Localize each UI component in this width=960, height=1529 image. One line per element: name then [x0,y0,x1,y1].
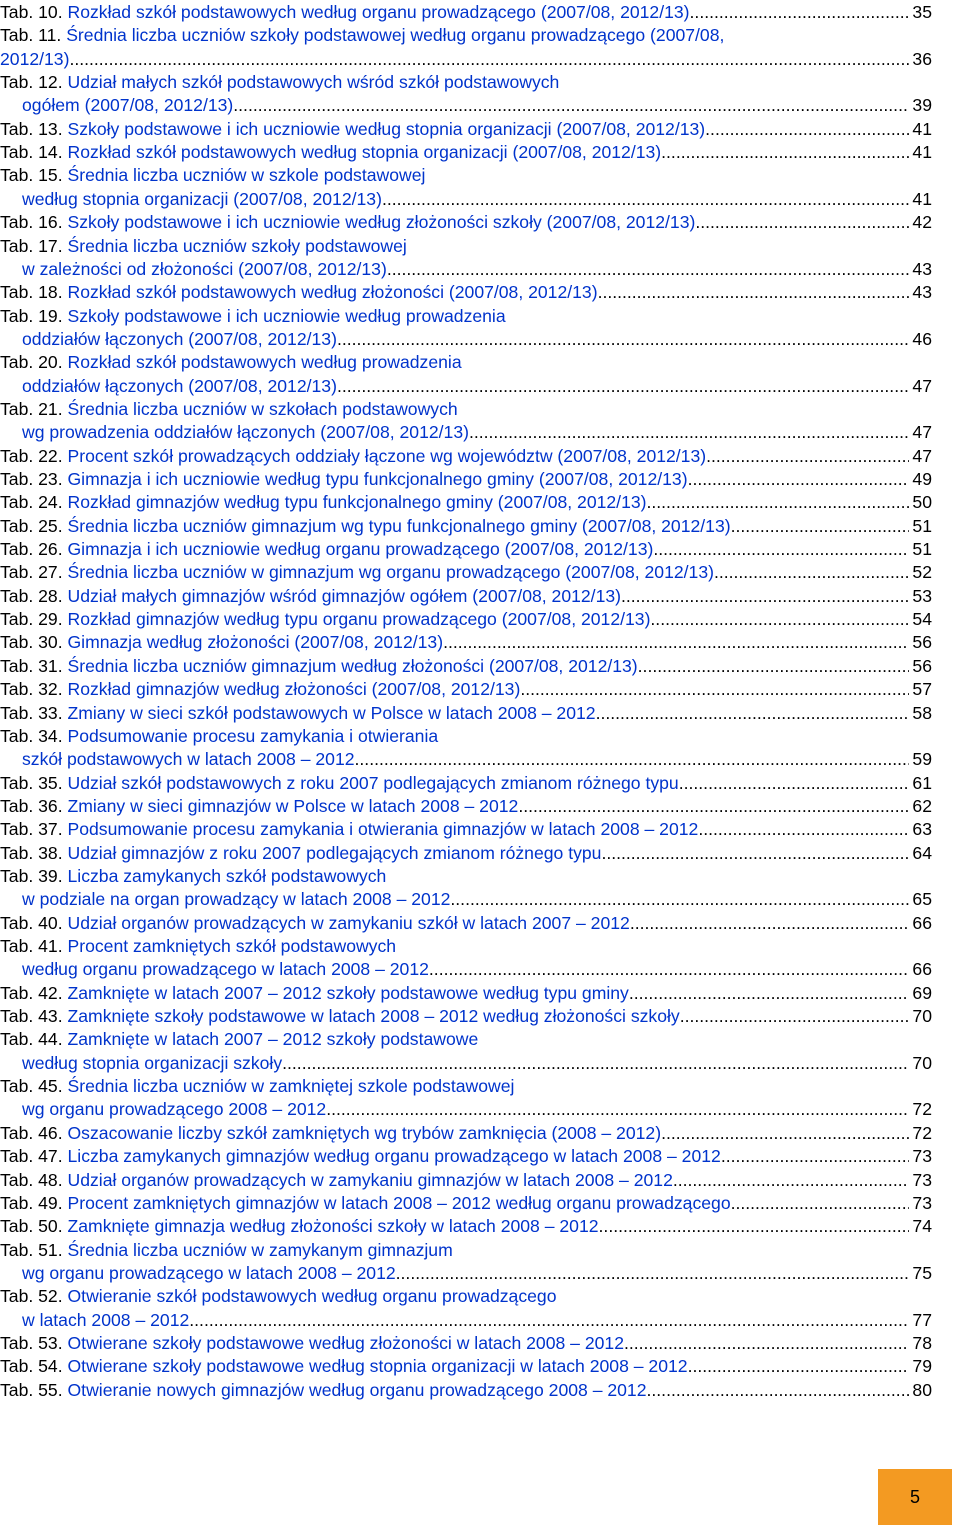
toc-entry-title-continued[interactable]: według organu prowadzącego w latach 2008 – 2012 [22,959,429,980]
toc-entry-label: Tab. 45. [0,1076,63,1097]
toc-entry-title-continued[interactable]: według stopnia organizacji szkoły [22,1052,283,1073]
toc-entry[interactable] [0,772,932,795]
toc-entry-title-continued[interactable]: 2012/13) [0,48,70,69]
toc-entry-page[interactable]: 73 [912,1146,932,1167]
toc-entry[interactable] [0,538,932,561]
toc-entry-label: Tab. 12. [0,72,63,93]
dot-leader [647,1379,910,1402]
toc-entry-page[interactable]: 41 [912,118,932,139]
toc-entry-title[interactable]: Liczba zamykanych szkół podstawowych [67,865,387,886]
toc-entry-label: Tab. 35. [0,772,63,793]
toc-entry-label: Tab. 27. [0,562,63,583]
toc-entry[interactable] [0,491,932,514]
toc-entry-title[interactable]: Średnia liczba uczniów gimnazjum wg typu funkcjonalnego gminy (2007/08, 2012/13) [67,515,731,536]
toc-entry-title[interactable]: Średnia liczba uczniów szkoły podstawowej według organu prowadzącego (2007/08, [66,25,725,46]
toc-entry[interactable] [0,211,932,234]
toc-entry-page[interactable]: 36 [912,48,932,69]
toc-entry-page[interactable]: 43 [912,282,932,303]
toc-entry-page[interactable]: 72 [912,1122,932,1143]
toc-entry-title-continued[interactable]: szkół podstawowych w latach 2008 – 2012 [22,749,355,770]
toc-entry-page[interactable]: 59 [912,749,932,770]
toc-entry-title[interactable]: Podsumowanie procesu zamykania i otwierania gimnazjów w latach 2008 – 2012 [67,819,699,840]
toc-entry-title-continued[interactable]: wg prowadzenia oddziałów łączonych (2007/08, 2012/13) [22,422,469,443]
toc-entry-page[interactable]: 58 [912,702,932,723]
toc-entry-title[interactable]: Rozkład gimnazjów według typu funkcjonalnego gminy (2007/08, 2012/13) [67,492,647,513]
dot-leader [429,958,910,981]
toc-entry-page[interactable]: 66 [912,959,932,980]
toc-entry-label: Tab. 34. [0,725,63,746]
toc-entry-title[interactable]: Zamknięte gimnazja według złożoności szkoły w latach 2008 – 2012 [67,1216,599,1237]
toc-entry-label: Tab. 29. [0,609,63,630]
toc-entry-page[interactable]: 70 [912,1052,932,1073]
toc-entry[interactable] [0,725,932,748]
toc-entry[interactable] [0,702,932,725]
toc-entry-label: Tab. 40. [0,912,63,933]
toc-entry-label: Tab. 38. [0,842,63,863]
toc-entry[interactable] [0,468,932,491]
toc-entry[interactable] [0,678,932,701]
toc-entry-title[interactable]: Udział organów prowadzących w zamykaniu szkół w latach 2007 – 2012 [67,912,630,933]
dot-leader [629,982,910,1005]
toc-entry-label: Tab. 39. [0,865,63,886]
toc-entry-label: Tab. 22. [0,445,63,466]
toc-entry-title[interactable]: Średnia liczba uczniów w gimnazjum wg organu prowadzącego (2007/08, 2012/13) [67,562,714,583]
toc-entry-label: Tab. 32. [0,679,63,700]
toc-entry[interactable] [0,1192,932,1215]
toc-entry-title[interactable]: Szkoły podstawowe i ich uczniowie według stopnia organizacji (2007/08, 2012/13) [67,118,706,139]
toc-entry-title[interactable]: Zmiany w sieci gimnazjów w Polsce w latach 2008 – 2012 [67,795,519,816]
toc-entry-page[interactable]: 41 [912,142,932,163]
toc-entry-title[interactable]: Rozkład szkół podstawowych według organu prowadzącego (2007/08, 2012/13) [67,2,690,22]
dot-leader [731,515,910,538]
dot-leader [282,1052,909,1075]
toc-entry-continuation[interactable] [0,48,932,71]
toc-entry-page[interactable]: 80 [912,1379,932,1400]
toc-entry-page[interactable]: 78 [912,1332,932,1353]
toc-entry-title-continued[interactable]: w podziale na organ prowadzący w latach 2008 – 2012 [22,889,451,910]
toc-entry-title[interactable]: Liczba zamykanych gimnazjów według organu prowadzącego w latach 2008 – 2012 [67,1146,721,1167]
dot-leader [650,608,909,631]
toc-entry-page[interactable]: 70 [912,1006,932,1027]
toc-entry-page[interactable]: 47 [912,422,932,443]
toc-entry-label: Tab. 36. [0,795,63,816]
toc-entry-title[interactable]: Średnia liczba uczniów w zamkniętej szkole podstawowej [67,1076,515,1097]
toc-entry[interactable] [0,1075,932,1098]
toc-entry-label: Tab. 44. [0,1029,63,1050]
dot-leader [326,1098,909,1121]
dot-leader [624,1332,909,1355]
dot-leader [233,94,909,117]
toc-entry-continuation[interactable] [0,1052,932,1075]
toc-entry-label: Tab. 31. [0,655,63,676]
toc-entry-page[interactable]: 65 [912,889,932,910]
dot-leader [469,421,909,444]
toc-entry-title[interactable]: Zamknięte w latach 2007 – 2012 szkoły podstawowe według typu gminy [67,982,629,1003]
toc-entry[interactable] [0,1379,932,1402]
toc-entry-title[interactable]: Otwierane szkoły podstawowe według stopnia organizacji w latach 2008 – 2012 [67,1356,688,1377]
toc-entry-label: Tab. 17. [0,235,63,256]
toc-entry-page[interactable]: 73 [912,1192,932,1213]
toc-entry-label: Tab. 13. [0,118,63,139]
toc-entry-continuation[interactable] [0,188,932,211]
toc-entry-label: Tab. 15. [0,165,63,186]
toc-entry-page[interactable]: 79 [912,1356,932,1377]
dot-leader [443,631,909,654]
toc-entry-continuation[interactable] [0,888,932,911]
toc-entry-label: Tab. 24. [0,492,63,513]
toc-entry-label: Tab. 48. [0,1169,63,1190]
toc-entry-title[interactable]: Udział małych szkół podstawowych wśród szkół podstawowych [67,72,560,93]
toc-entry-page[interactable]: 52 [912,562,932,583]
toc-entry[interactable] [0,842,932,865]
toc-entry-label: Tab. 14. [0,142,63,163]
toc-entry-title[interactable]: Procent zamkniętych gimnazjów w latach 2008 – 2012 według organu prowadzącego [67,1192,731,1213]
toc-entry[interactable] [0,24,932,47]
dot-leader [382,188,909,211]
toc-entry-title[interactable]: Rozkład szkół podstawowych według prowadzenia [67,352,462,373]
toc-entry-label: Tab. 25. [0,515,63,536]
dot-leader [698,818,909,841]
toc-entry-title-continued[interactable]: wg organu prowadzącego w latach 2008 – 2012 [22,1262,396,1283]
toc-entry[interactable] [0,305,932,328]
toc-entry-label: Tab. 16. [0,212,63,233]
toc-entry-title[interactable]: Udział organów prowadzących w zamykaniu gimnazjów w latach 2008 – 2012 [67,1169,673,1190]
toc-entry-page[interactable]: 51 [912,539,932,560]
dot-leader [714,561,909,584]
toc-entry-label: Tab. 33. [0,702,63,723]
dot-leader [599,1215,910,1238]
dot-leader [688,468,910,491]
toc-entry-page[interactable]: 51 [912,515,932,536]
toc-entry-label: Tab. 37. [0,819,63,840]
toc-entry[interactable] [0,1239,932,1262]
toc-entry-label: Tab. 53. [0,1332,63,1353]
toc-entry[interactable] [0,1169,932,1192]
toc-entry-continuation[interactable] [0,1309,932,1332]
toc-entry[interactable] [0,515,932,538]
toc-entry[interactable] [0,1,932,24]
toc-entry-page[interactable]: 69 [912,982,932,1003]
toc-entry-label: Tab. 47. [0,1146,63,1167]
toc-entry[interactable] [0,1355,932,1378]
toc-entry-title[interactable]: Średnia liczba uczniów w szkołach podstawowych [67,398,458,419]
toc-entry-label: Tab. 11. [0,25,62,46]
toc-entry-label: Tab. 55. [0,1379,63,1400]
toc-entry-title[interactable]: Średnia liczba uczniów gimnazjum według złożoności (2007/08, 2012/13) [67,655,638,676]
toc-entry-title[interactable]: Średnia liczba uczniów w zamykanym gimnazjum [67,1239,453,1260]
toc-entry-page[interactable]: 41 [912,188,932,209]
toc-entry-label: Tab. 10. [0,2,63,22]
toc-entry-title[interactable]: Procent zamkniętych szkół podstawowych [67,936,397,956]
toc-entry[interactable] [0,1332,932,1355]
toc-entry-page[interactable]: 56 [912,655,932,676]
toc-entry[interactable] [0,561,932,584]
dot-leader [661,1122,909,1145]
toc-entry-label: Tab. 50. [0,1216,63,1237]
toc-entry-title[interactable]: Średnia liczba uczniów w szkole podstawowej [67,165,426,186]
toc-entry-title[interactable]: Otwieranie nowych gimnazjów według organu prowadzącego 2008 – 2012 [67,1379,647,1400]
dot-leader [518,795,909,818]
toc-entry[interactable] [0,795,932,818]
toc-entry-label: Tab. 46. [0,1122,63,1143]
toc-entry-label: Tab. 42. [0,982,63,1003]
toc-entry-title-continued[interactable]: oddziałów łączonych (2007/08, 2012/13) [22,328,337,349]
toc-entry-title-continued[interactable]: według stopnia organizacji (2007/08, 2012/13) [22,188,382,209]
dot-leader [721,1145,910,1168]
toc-entry-title[interactable]: Gimnazja i ich uczniowie według organu prowadzącego (2007/08, 2012/13) [67,539,654,560]
dot-leader [653,538,909,561]
toc-entry-page[interactable]: 53 [912,585,932,606]
toc-entry-title[interactable]: Oszacowanie liczby szkół zamkniętych wg trybów zamknięcia (2008 – 2012) [67,1122,662,1143]
toc-entry-title-continued[interactable]: w latach 2008 – 2012 [22,1309,190,1330]
dot-leader [621,585,909,608]
toc-entry-page[interactable]: 35 [912,2,932,22]
toc-entry[interactable] [0,1145,932,1168]
toc-entry-label: Tab. 54. [0,1356,63,1377]
toc-entry-page[interactable]: 46 [912,328,932,349]
toc-entry-continuation[interactable] [0,94,932,117]
dot-leader [69,48,909,71]
page-number: 5 [909,1486,920,1507]
dot-leader [690,1,910,24]
toc-entry-title-continued[interactable]: ogółem (2007/08, 2012/13) [22,95,234,116]
toc-entry-title-continued[interactable]: w zależności od złożoności (2007/08, 2012/13) [22,258,387,279]
toc-entry-label: Tab. 19. [0,305,63,326]
dot-leader [647,491,910,514]
toc-entry[interactable] [0,235,932,258]
toc-entry-page[interactable]: 66 [912,912,932,933]
toc-entry-title[interactable]: Rozkład szkół podstawowych według złożoności (2007/08, 2012/13) [67,282,598,303]
toc-entry[interactable] [0,1005,932,1028]
toc-entry-title[interactable]: Zmiany w sieci szkół podstawowych w Polsce w latach 2008 – 2012 [67,702,596,723]
toc-entry-title[interactable]: Udział szkół podstawowych z roku 2007 podlegających zmianom różnego typu [67,772,679,793]
dot-leader [450,888,909,911]
toc-entry-label: Tab. 49. [0,1192,63,1213]
page-number-box [878,1469,952,1525]
toc-entry-page[interactable]: 42 [912,212,932,233]
toc-entry-title[interactable]: Zamknięte szkoły podstawowe w latach 2008 – 2012 według złożoności szkoły [67,1006,680,1027]
toc-entry-page[interactable]: 39 [912,95,932,116]
toc-entry-label: Tab. 21. [0,398,63,419]
toc-entry[interactable] [0,912,932,935]
toc-entry-label: Tab. 18. [0,282,63,303]
toc-entry-label: Tab. 28. [0,585,63,606]
toc-entry-title[interactable]: Szkoły podstawowe i ich uczniowie według złożoności szkoły (2007/08, 2012/13) [67,212,696,233]
toc-entry-continuation[interactable] [0,328,932,351]
toc-entry-title[interactable]: Rozkład szkół podstawowych według stopnia organizacji (2007/08, 2012/13) [67,142,662,163]
toc-entry-page[interactable]: 50 [912,492,932,513]
toc-entry-page[interactable]: 57 [912,679,932,700]
toc-entry[interactable] [0,1215,932,1238]
dot-leader [705,118,909,141]
toc-entry-page[interactable]: 47 [912,445,932,466]
toc-entry[interactable] [0,608,932,631]
toc-entry-page[interactable]: 62 [912,795,932,816]
dot-leader [673,1169,910,1192]
dot-leader [731,1192,910,1215]
toc-entry-label: Tab. 23. [0,469,63,489]
toc-entry[interactable] [0,1028,932,1051]
dot-leader [706,445,909,468]
dot-leader [520,678,909,701]
toc-entry-title[interactable]: Udział gimnazjów z roku 2007 podlegających zmianom różnego typu [67,842,602,863]
dot-leader [695,211,909,234]
toc-entry-title[interactable]: Szkoły podstawowe i ich uczniowie według prowadzenia [67,305,506,326]
toc-entry-title[interactable]: Procent szkół prowadzących oddziały łączone wg województw (2007/08, 2012/13) [67,445,707,466]
toc-entry[interactable] [0,818,932,841]
toc-entry-title-continued[interactable]: wg organu prowadzącego 2008 – 2012 [22,1099,327,1120]
toc-entry[interactable] [0,398,932,421]
toc-entry[interactable] [0,71,932,94]
toc-entry[interactable] [0,1285,932,1308]
toc-entry[interactable] [0,982,932,1005]
dot-leader [601,842,909,865]
toc-entry[interactable] [0,118,932,141]
toc-entry[interactable] [0,631,932,654]
toc-entry-page[interactable]: 56 [912,632,932,653]
toc-entry[interactable] [0,655,932,678]
toc-entry[interactable] [0,141,932,164]
toc-entry-title[interactable]: Otwierane szkoły podstawowe według złożoności w latach 2008 – 2012 [67,1332,624,1353]
toc-entry-label: Tab. 26. [0,539,63,560]
dot-leader [679,772,910,795]
toc-entry-title[interactable]: Zamknięte w latach 2007 – 2012 szkoły podstawowe [67,1029,479,1050]
toc-entry[interactable] [0,935,932,958]
toc-entry-title[interactable]: Średnia liczba uczniów szkoły podstawowej [67,235,407,256]
dot-leader [598,281,910,304]
toc-entry-page[interactable]: 47 [912,375,932,396]
toc-entry-page[interactable]: 64 [912,842,932,863]
toc-entry-page[interactable]: 49 [912,469,932,489]
dot-leader [396,1262,910,1285]
dot-leader [638,655,910,678]
toc-entry-title-continued[interactable]: oddziałów łączonych (2007/08, 2012/13) [22,375,337,396]
dot-leader [688,1355,910,1378]
dot-leader [661,141,909,164]
toc-entry-title[interactable]: Udział małych gimnazjów wśród gimnazjów ogółem (2007/08, 2012/13) [67,585,621,606]
dot-leader [337,375,909,398]
dot-leader [630,912,910,935]
toc-entry-page[interactable]: 63 [912,819,932,840]
toc-entry-continuation[interactable] [0,748,932,771]
toc-entry-continuation[interactable] [0,1262,932,1285]
toc-entry-continuation[interactable] [0,1098,932,1121]
toc-entry-page[interactable]: 43 [912,258,932,279]
toc-entry-page[interactable]: 74 [912,1216,932,1237]
toc-entry-label: Tab. 30. [0,632,63,653]
dot-leader [189,1309,909,1332]
dot-leader [355,748,910,771]
toc-entry-page[interactable]: 75 [912,1262,932,1283]
toc-entry[interactable] [0,1122,932,1145]
dot-leader [337,328,909,351]
toc-entry[interactable] [0,164,932,187]
toc-entry[interactable] [0,865,932,888]
toc-entry-page[interactable]: 61 [912,772,932,793]
toc-entry-title[interactable]: Otwieranie szkół podstawowych według organu prowadzącego [67,1286,557,1307]
toc-entry-page[interactable]: 73 [912,1169,932,1190]
toc-entry-label: Tab. 51. [0,1239,63,1260]
toc-entry-label: Tab. 43. [0,1006,63,1027]
toc-entry-continuation[interactable] [0,375,932,398]
toc-entry[interactable] [0,445,932,468]
toc-entry[interactable] [0,351,932,374]
toc-entry-continuation[interactable] [0,958,932,981]
toc-entry-page[interactable]: 77 [912,1309,932,1330]
toc-entry-title[interactable]: Gimnazja i ich uczniowie według typu funkcjonalnego gminy (2007/08, 2012/13) [67,469,688,489]
dot-leader [387,258,910,281]
toc-entry-label: Tab. 20. [0,352,63,373]
toc-entry-title[interactable]: Gimnazja według złożoności (2007/08, 2012/13) [67,632,444,653]
toc-entry-title[interactable]: Rozkład gimnazjów według złożoności (2007/08, 2012/13) [67,679,521,700]
toc-entry-title[interactable]: Podsumowanie procesu zamykania i otwierania [67,725,439,746]
toc-entry-label: Tab. 52. [0,1286,63,1307]
toc-entry-continuation[interactable] [0,421,932,444]
toc-entry-label: Tab. 41. [0,936,63,956]
toc-entry[interactable] [0,281,932,304]
toc-entry-title[interactable]: Rozkład gimnazjów według typu organu prowadzącego (2007/08, 2012/13) [67,609,651,630]
toc-entry-page[interactable]: 54 [912,609,932,630]
toc-entry[interactable] [0,585,932,608]
dot-leader [596,702,910,725]
toc-entry-continuation[interactable] [0,258,932,281]
toc-entry-page[interactable]: 72 [912,1099,932,1120]
dot-leader [680,1005,910,1028]
